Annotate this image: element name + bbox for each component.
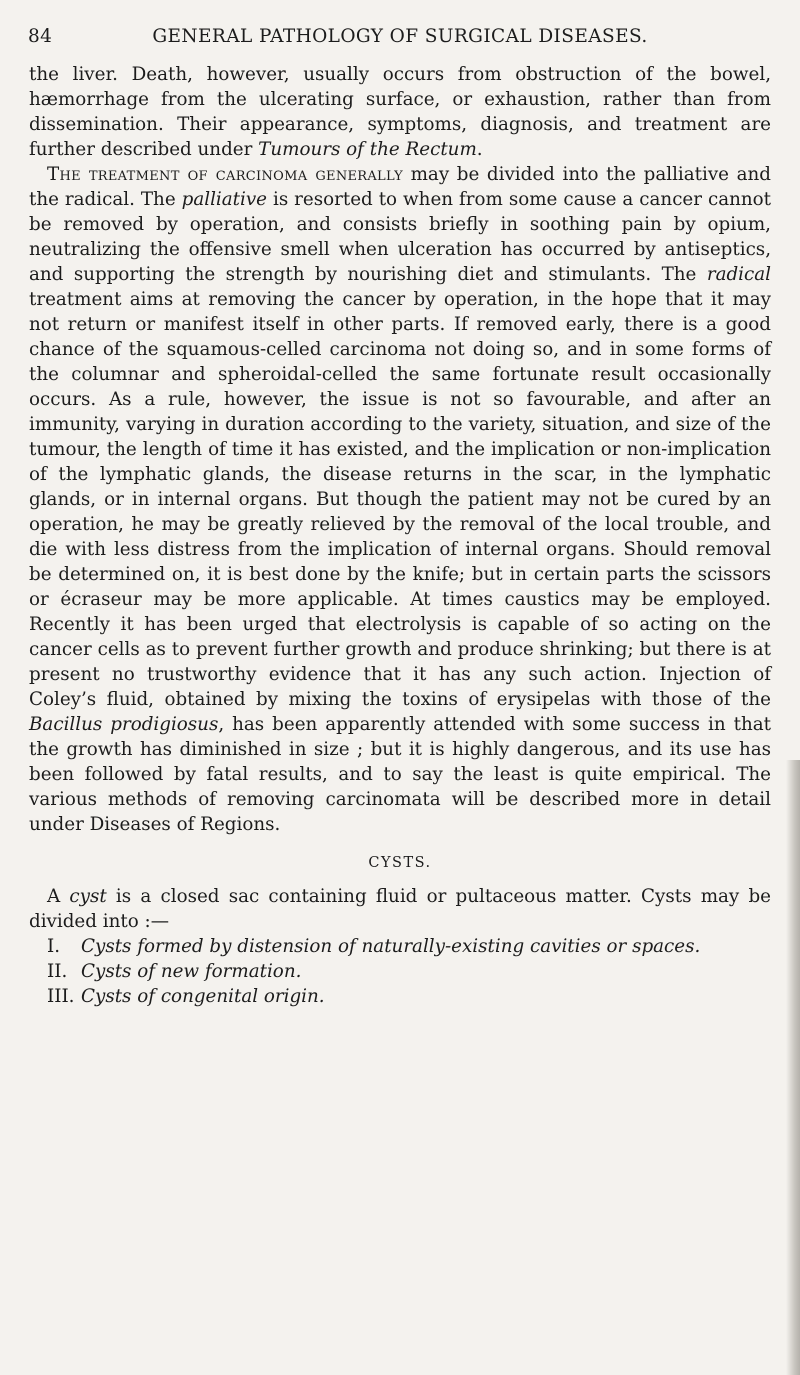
paragraph-text: is a closed sac containing fluid or pultaceous matter. Cysts may be divided into :— xyxy=(29,886,771,932)
list-numeral: II. xyxy=(47,961,68,982)
paragraph-text: treatment aims at removing the cancer by operation, in the hope that it may not return or manifest itself in other parts. If removed early, there is a good chance of the squamous-celled carcinoma not doing so, and in some forms of the columnar and spheroidal-celled the same fortunate result occasionally occurs. As a rule, however, the issue is not so favourable, and after an immunity, varying in duration according to the variety, situation, and size of the tumour, the length of time it has existed, and the implication or non-implication of the lymphatic glands, the disease returns in the scar, in the lymphatic glands, or in internal organs. But though the patient may not be cured by an operation, he may be greatly relieved by the removal of the local trouble, and die with less distress from the implication of internal organs. Should removal be determined on, it is best done by the knife; but in certain parts the scissors or écraseur may be more applicable. At times caustics may be employed. Recently it has been urged that electrolysis is capable of so acting on the cancer cells as to prevent further growth and produce shrinking; but there is at present no trustworthy evidence that it has any such action. Injection of Coley’s fluid, obtained by mixing the toxins of erysipelas with those of the xyxy=(29,289,771,710)
list-item xyxy=(29,984,771,1009)
list-item-label: Cysts of congenital origin. xyxy=(81,986,325,1007)
page-number: 84 xyxy=(28,26,53,47)
cyst-types-list xyxy=(29,934,771,1009)
list-item xyxy=(29,934,771,959)
paragraph-text: may be divided into the palliative and the radical. The xyxy=(29,164,771,210)
section-heading-cysts: CYSTS. xyxy=(368,855,432,871)
cross-reference-italic: Tumours of the Rectum xyxy=(258,139,477,160)
list-item xyxy=(29,959,771,984)
italic-term-bacillus: Bacillus prodigiosus xyxy=(29,714,219,735)
list-numeral: III. xyxy=(47,986,75,1007)
paragraph-text: , has been apparently attended with some success in that the growth has diminished in size ; but it is highly dangerous, and its use has been followed by fatal results, and to say the least is quite empirical. The various methods of removing carcinomata will be described more in detail under Diseases of Regions. xyxy=(29,714,771,835)
page-body xyxy=(29,62,771,1009)
paragraph-text: is resorted to when from some cause a cancer cannot be removed by operation, and consists briefly in soothing pain by opium, neutralizing the offensive smell when ulceration has occurred by antiseptics, and supporting the strength by nourishing diet and stimulants. The xyxy=(29,189,771,285)
running-title: GENERAL PATHOLOGY OF SURGICAL DISEASES. xyxy=(152,26,648,47)
list-item-label: Cysts of new formation. xyxy=(81,961,302,982)
page-edge-shadow xyxy=(786,760,800,1375)
paragraph-treatment-of-carcinoma xyxy=(29,162,771,837)
italic-term-cyst: cyst xyxy=(69,886,107,907)
paragraph-end: . xyxy=(476,139,483,160)
list-numeral: I. xyxy=(47,936,61,957)
list-item-label: Cysts formed by distension of naturally-existing cavities or spaces. xyxy=(81,936,701,957)
paragraph-text: A xyxy=(47,886,70,907)
paragraph-cyst-definition xyxy=(29,884,771,934)
italic-term-palliative: palliative xyxy=(181,189,268,210)
paragraph-text: the liver. Death, however, usually occurs from obstruction of the bowel, hæmorrhage from the ulcerating surface, or exhaustion, rather than from dissemination. Their appearance, symptoms, diagnosis, and treatment are further described under xyxy=(29,64,771,160)
italic-term-radical: radical xyxy=(706,264,771,285)
page-header xyxy=(28,26,772,50)
paragraph-lead-in: The treatment of carcinoma generally xyxy=(47,164,403,185)
paragraph-liver-continuation xyxy=(29,62,771,162)
